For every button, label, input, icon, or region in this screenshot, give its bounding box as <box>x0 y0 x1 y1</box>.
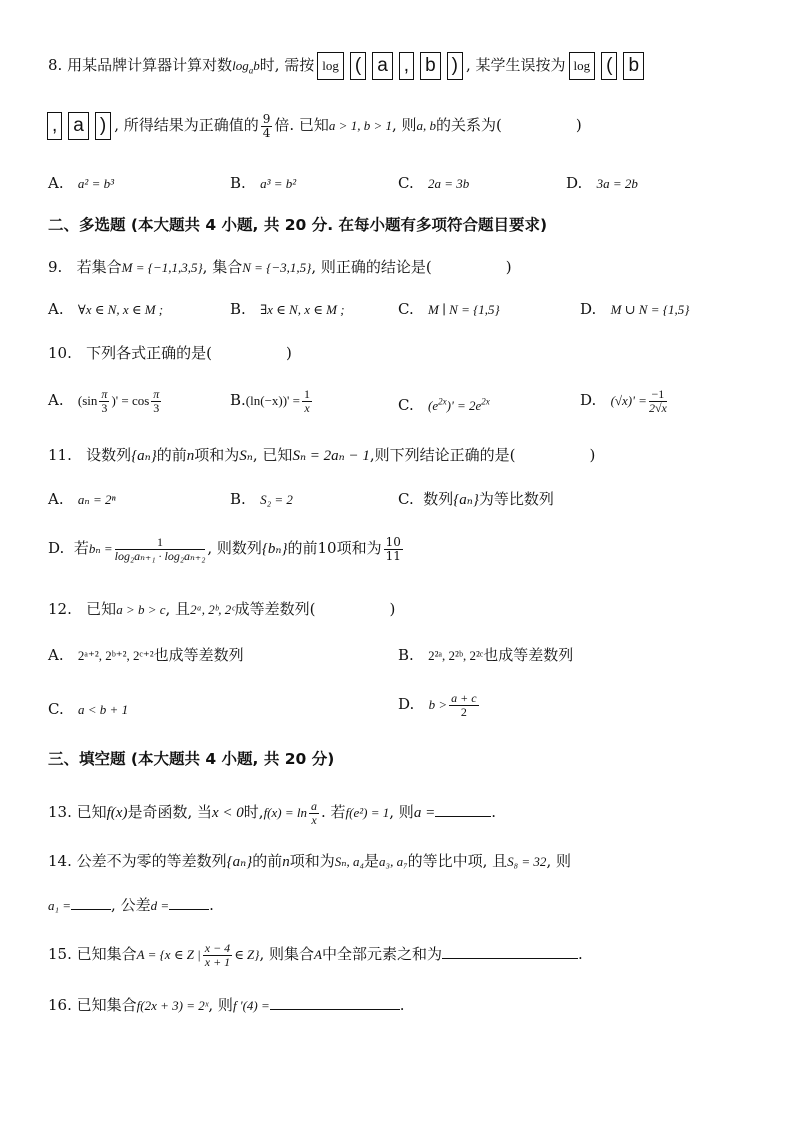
q10-option-a: A. (sin $\frac{\pi}{3}$ )' = cos $\frac{\pi}{3}$ <box>48 387 160 415</box>
q8-line2-s3: , 则 <box>391 116 417 134</box>
q10-option-b: B.(ln(−x))' = $\frac{1}{x}$ <box>230 387 310 415</box>
q9-option-b: B. ∃x ∈ N, x ∈ M ; <box>230 300 345 318</box>
q11-option-a: A. aₙ = 2ⁿ <box>48 490 116 508</box>
section-3-heading: 三、填空题 (本大题共 4 小题, 共 20 分) <box>48 750 335 768</box>
q12-option-d: D. b > $\frac{a + c}{2}$ <box>398 691 477 719</box>
q16-answer-blank[interactable] <box>270 1009 400 1010</box>
q14-stem: 14. 公差不为零的等差数列{aₙ}的前n项和为Sₙ, a₄是a₃, a₇的等比中项, 且S₈ = 32, 则 <box>48 852 571 870</box>
q12-option-c: C. a < b + 1 <box>48 700 129 718</box>
q11-option-c: C. 数列{aₙ}为等比数列 <box>398 490 554 508</box>
q11-option-b: B. S₂ = 2 <box>230 490 293 508</box>
q8-line2-s1: , 所得结果为正确值的 <box>114 116 259 134</box>
key-b-1: b <box>420 52 441 80</box>
key-comma-1: , <box>399 52 414 80</box>
q14-d-blank[interactable] <box>169 909 209 910</box>
q8-line2 <box>44 112 582 140</box>
q12-option-b: B. 2²ᵃ, 2²ᵇ, 2²ᶜ也成等差数列 <box>398 646 574 664</box>
q10-stem: 10. 下列各式正确的是( ) <box>48 344 292 362</box>
q15-stem: 15. 已知集合A = {x ∈ Z | $\frac{x - 4}{x + 1}$ ∈ Z}, 则集合A中全部元素之和为 . <box>48 941 583 969</box>
key-rparen-1: ) <box>447 52 463 80</box>
q11-stem: 11. 设数列{aₙ}的前n项和为Sₙ, 已知Sₙ = 2aₙ − 1,则下列结论正确的是( ) <box>48 446 596 464</box>
q8-option-c: C. 2a = 3b <box>398 174 470 192</box>
q8-mid1: 时, 需按 <box>259 56 315 74</box>
q13-answer-blank[interactable] <box>435 816 491 817</box>
q8-log-expr: $\log_ab$ <box>232 58 260 76</box>
q8-option-b: B. a³ = b² <box>230 174 297 192</box>
q8-option-d: D. 3a = 2b <box>566 174 638 192</box>
section-2-heading: 二、多选题 (本大题共 4 小题, 共 20 分. 在每小题有多项符合题目要求) <box>48 216 548 234</box>
q12-option-a: A. 2ᵃ⁺², 2ᵇ⁺², 2ᶜ⁺²也成等差数列 <box>48 646 244 664</box>
q12-stem: 12. 已知a > b > c, 且2ᵃ, 2ᵇ, 2ᶜ成等差数列( ) <box>48 600 396 618</box>
q8-line1 <box>48 52 647 80</box>
q16-stem: 16. 已知集合f(2x + 3) = 2ˣ, 则f '(4) = . <box>48 996 405 1014</box>
key-lparen-2: ( <box>601 52 617 80</box>
q14-line2: a₁ = , 公差d = . <box>48 896 214 914</box>
q13-stem: 13. 已知f(x)是奇函数, 当x < 0时,f(x) = ln $\frac{a}{x}$ . 若f(e²) = 1, 则a = . <box>48 799 496 827</box>
q8-line2-s4: 的关系为( <box>436 116 502 134</box>
key-log-2: log <box>569 52 596 80</box>
q15-answer-blank[interactable] <box>442 958 578 959</box>
q10-option-d: D. (√x)' = $\frac{-1}{2√x}$ <box>580 387 667 415</box>
q8-line2-s2: 倍. 已知 <box>274 116 329 134</box>
q8-vars: a, b <box>416 118 437 133</box>
q8-close: ) <box>575 116 582 134</box>
key-log-1: log <box>317 52 344 80</box>
q11-option-d: D. 若bₙ = $\frac{1}{\text{log₂aₙ₊₁ · log₂aₙ₊₂}}$ , 则数列{bₙ}的前10项和为 $\frac{10}{11}$ <box>48 535 401 563</box>
key-rparen-2: ) <box>95 112 111 140</box>
q9-option-a: A. ∀x ∈ N, x ∈ M ; <box>48 300 164 318</box>
q9-option-d: D. M ∪ N = {1,5} <box>580 300 690 318</box>
key-a-1: a <box>372 52 393 80</box>
key-lparen-1: ( <box>350 52 366 80</box>
q8-option-a: A. a² = b³ <box>48 174 114 192</box>
q8-cond: a > 1, b > 1 <box>328 118 392 133</box>
q8-prefix: 8. 用某品牌计算器计算对数 <box>48 56 233 74</box>
q10-option-c: C. $(e^{2x})' = 2e^{2x}$ <box>398 396 490 414</box>
key-a-2: a <box>68 112 89 140</box>
key-b-2: b <box>623 52 644 80</box>
key-comma-2: , <box>47 112 62 140</box>
q9-stem: 9. 若集合M = {−1,1,3,5}, 集合N = {−3,1,5}, 则正确的结论是( ) <box>48 258 512 276</box>
q8-fraction: $\frac{9}{4}$ <box>262 111 271 140</box>
q9-option-c: C. M ∣ N = {1,5} <box>398 300 500 318</box>
q8-mid2: , 某学生误按为 <box>465 56 566 74</box>
q14-a1-blank[interactable] <box>71 909 111 910</box>
